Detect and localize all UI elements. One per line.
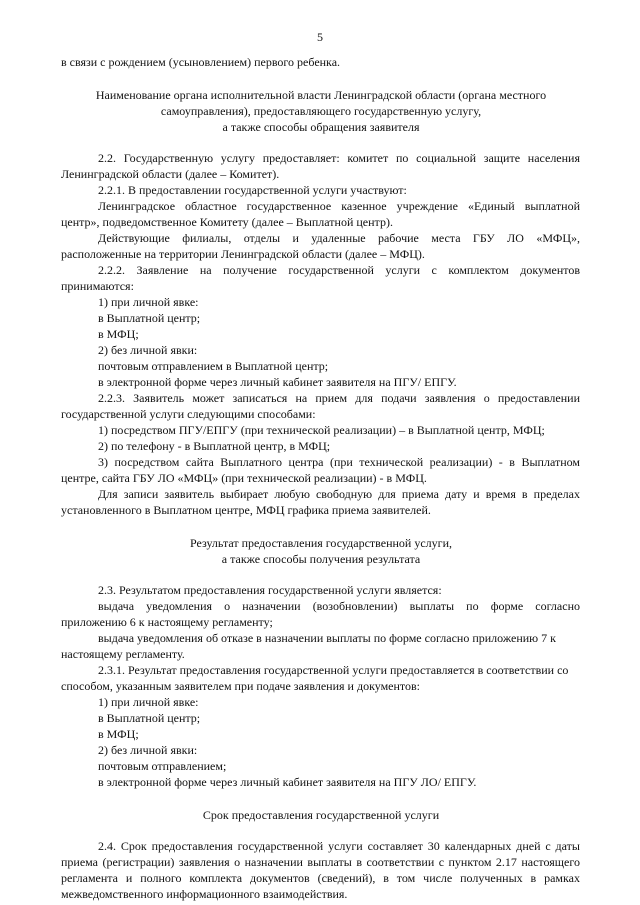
paragraph-line: в Выплатной центр; [98, 311, 201, 325]
paragraph-line: 2.3.1. Результат предоставления государственной услуги предоставляется в соответствии со [98, 663, 569, 677]
section-heading-line: Результат предоставления государственной услуги, [189, 536, 452, 550]
paragraph-line: выдача уведомления о назначении (возобновлении) выплаты по форме согласно [98, 599, 580, 613]
paragraph-line: 2.2.1. В предоставлении государственной услуги участвуют: [98, 183, 407, 197]
paragraph-line: 2) без личной явки: [98, 743, 198, 757]
paragraph-line: почтовым отправлением; [98, 759, 227, 773]
paragraph-line: способом, указанным заявителем при подаче заявления и документов: [61, 679, 420, 693]
paragraph-line: центр», подведомственное Комитету (далее – Выплатной центр). [61, 215, 393, 229]
paragraph-line: установленного в Выплатном центре, МФЦ графика приема заявителей. [61, 503, 431, 517]
paragraph-line: Ленинградской области (далее – Комитет). [61, 167, 280, 181]
paragraph-line: 1) посредством ПГУ/ЕПГУ (при технической реализации) – в Выплатной центр, МФЦ; [98, 423, 545, 437]
paragraph-line: приложению 6 к настоящему регламенту; [61, 615, 273, 629]
section-heading-line: Срок предоставления государственной услуги [202, 808, 440, 822]
section-heading-line: а также способы обращения заявителя [222, 120, 420, 134]
paragraph-line: 2.2.2. Заявление на получение государственной услуги с комплектом документов [98, 263, 580, 277]
section-heading-line: самоуправления), предоставляющего государственную услугу, [160, 104, 482, 118]
paragraph-line: 2) по телефону - в Выплатной центр, в МФЦ; [98, 439, 331, 453]
paragraph-line: Ленинградское областное государственное казенное учреждение «Единый выплатной [98, 199, 580, 213]
paragraph-line: почтовым отправлением в Выплатной центр; [98, 359, 329, 373]
paragraph-line: в связи с рождением (усыновлением) первого ребенка. [61, 55, 341, 69]
paragraph-line: в электронной форме через личный кабинет заявителя на ПГУ/ ЕПГУ. [98, 375, 457, 389]
paragraph-line: 2.2. Государственную услугу предоставляет: комитет по социальной защите населения [98, 151, 580, 165]
paragraph-line: межведомственного информационного взаимодействия. [61, 887, 348, 901]
paragraph-line: расположенные на территории Ленинградской области (далее – МФЦ). [61, 247, 425, 261]
paragraph-line: государственной услуги следующими способами: [61, 407, 316, 421]
paragraph-line: 2.4. Срок предоставления государственной услуги составляет 30 календарных дней с даты [98, 839, 580, 853]
paragraph-line: центре, сайта ГБУ ЛО «МФЦ» (при технической реализации) - в МФЦ. [61, 471, 427, 485]
paragraph-line: 1) при личной явке: [98, 695, 199, 709]
paragraph-line: регламента и полного комплекта документов (сведений), в том числе полученных в рамках [61, 871, 580, 885]
paragraph-line: в Выплатной центр; [98, 711, 201, 725]
paragraph-line: 2.2.3. Заявитель может записаться на прием для подачи заявления о предоставлении [98, 391, 580, 405]
paragraph-line: 3) посредством сайта Выплатного центра (при технической реализации) - в Выплатном [98, 455, 580, 469]
paragraph-line: принимаются: [61, 279, 134, 293]
paragraph-line: 2.3. Результатом предоставления государственной услуги является: [98, 583, 442, 597]
paragraph-line: 2) без личной явки: [98, 343, 198, 357]
paragraph-line: настоящему регламенту. [61, 647, 185, 661]
paragraph-line: Действующие филиалы, отделы и удаленные рабочие места ГБУ ЛО «МФЦ», [98, 231, 580, 245]
paragraph-line: Для записи заявитель выбирает любую свободную для приема дату и время в пределах [98, 487, 580, 501]
paragraph-line: в электронной форме через личный кабинет заявителя на ПГУ ЛО/ ЕПГУ. [98, 775, 477, 789]
paragraph-line: приема (регистрации) заявления о назначении выплаты в соответствии с пунктом 2.17 настоящего [61, 855, 580, 869]
section-heading-line: а также способы получения результата [221, 552, 421, 566]
paragraph-line: в МФЦ; [98, 327, 139, 341]
page-number: 5 [317, 30, 323, 44]
paragraph-line: 1) при личной явке: [98, 295, 199, 309]
paragraph-line: выдача уведомления об отказе в назначении выплаты по форме согласно приложению 7 к [98, 631, 556, 645]
section-heading-line: Наименование органа исполнительной власти Ленинградской области (органа местного [95, 88, 547, 102]
paragraph-line: в МФЦ; [98, 727, 139, 741]
